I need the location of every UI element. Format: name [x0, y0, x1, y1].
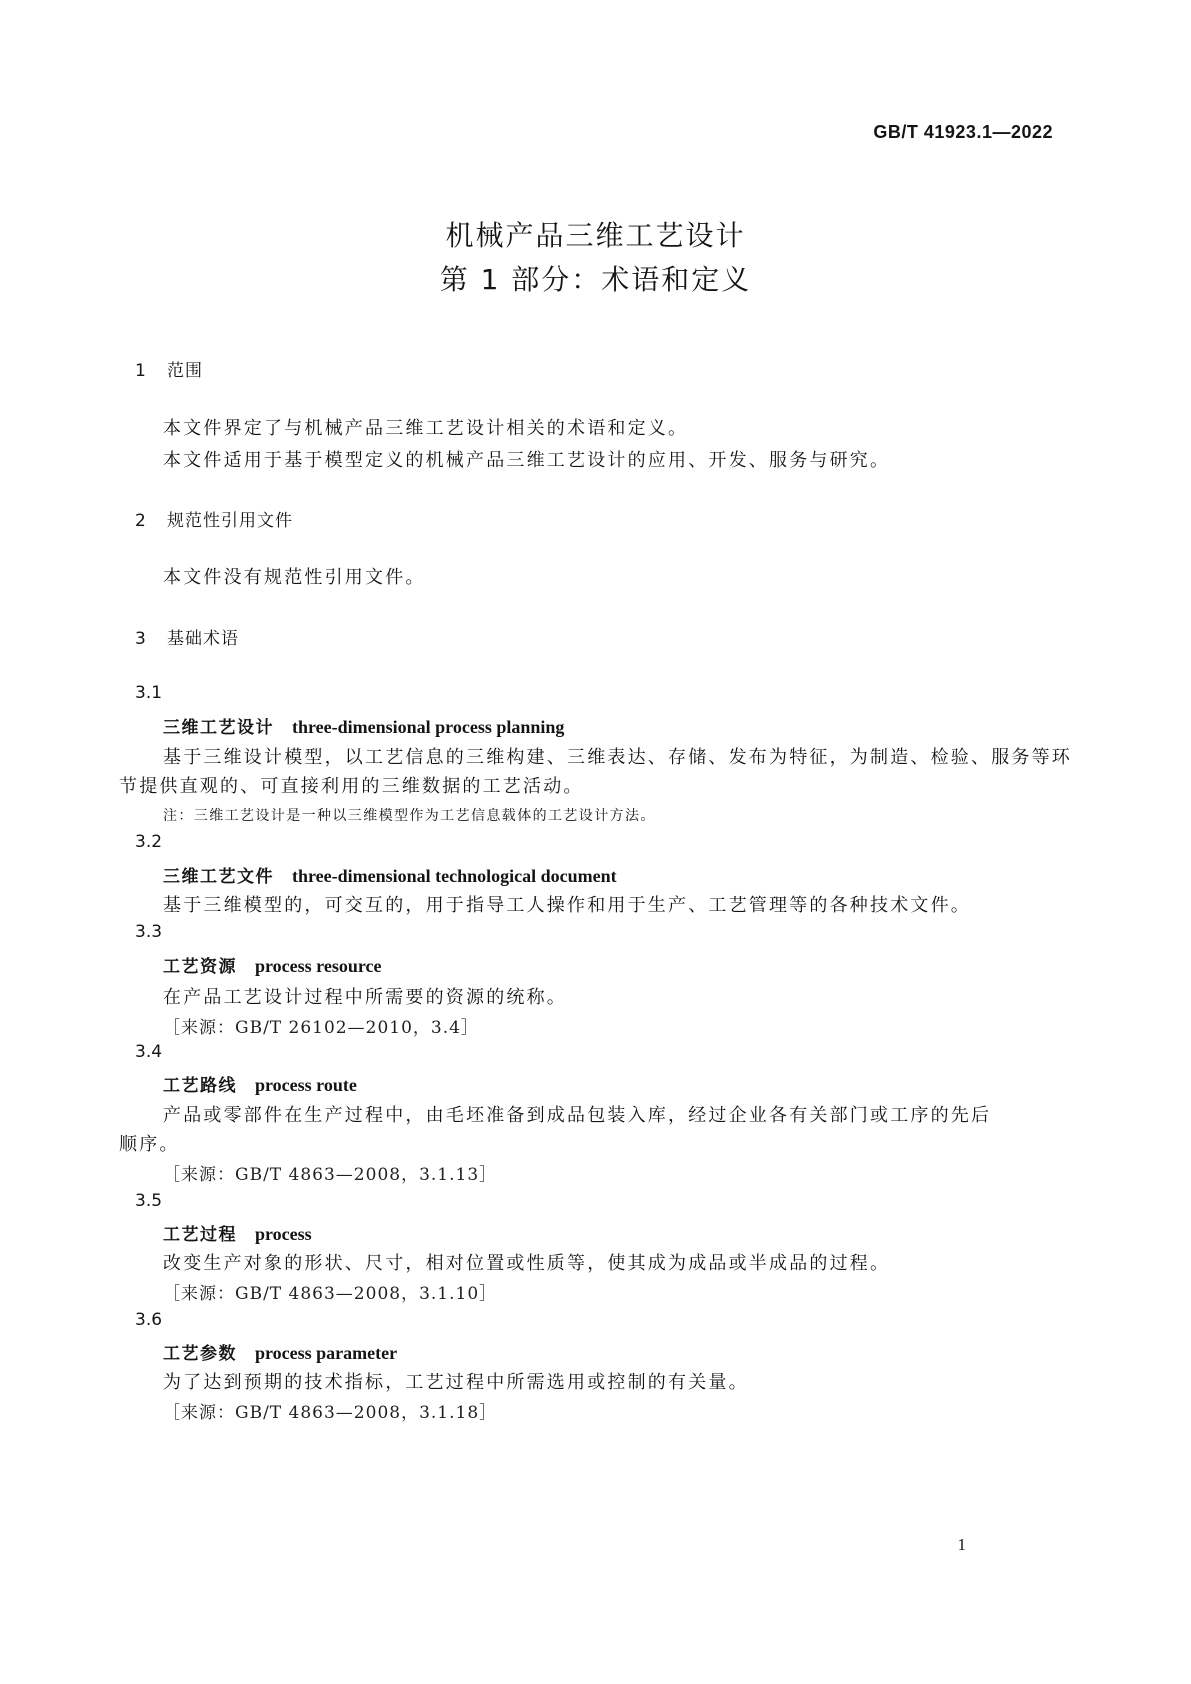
term-source: ［来源：GB/T 4863—2008，3.1.13］	[163, 1165, 498, 1185]
term-number: 3.5	[135, 1191, 163, 1211]
section-heading-basic-terms	[135, 624, 239, 649]
term-definition-line: 顺序。	[119, 1134, 180, 1155]
term-definition-line: 改变生产对象的形状、尺寸，相对位置或性质等，使其成为成品或半成品的过程。	[163, 1253, 891, 1274]
term-definition-line: 产品或零部件在生产过程中，由毛坯准备到成品包装入库，经过企业各有关部门或工序的先后	[163, 1105, 992, 1126]
term-heading	[163, 1220, 312, 1245]
term-number: 3.3	[135, 922, 163, 942]
section-number: 2	[135, 511, 147, 531]
term-english: process resource	[255, 956, 382, 976]
term-number: 3.4	[135, 1042, 163, 1062]
scope-paragraph-1: 本文件界定了与机械产品三维工艺设计相关的术语和定义。	[163, 418, 689, 439]
section-heading-normative-references	[135, 506, 293, 531]
term-chinese: 三维工艺文件	[163, 867, 274, 887]
term-heading	[163, 1339, 397, 1364]
term-chinese: 工艺参数	[163, 1344, 237, 1364]
term-definition-line: 基于三维设计模型，以工艺信息的三维构建、三维表达、存储、发布为特征，为制造、检验、服务等环	[163, 747, 1072, 768]
section-title: 规范性引用文件	[167, 511, 293, 531]
term-number: 3.2	[135, 832, 163, 852]
section-heading-scope	[135, 356, 203, 381]
term-number: 3.6	[135, 1310, 163, 1330]
normative-references-paragraph: 本文件没有规范性引用文件。	[163, 567, 426, 588]
page-number: 1	[957, 1535, 966, 1554]
scope-paragraph-2: 本文件适用于基于模型定义的机械产品三维工艺设计的应用、开发、服务与研究。	[163, 450, 891, 471]
term-chinese: 工艺资源	[163, 957, 237, 977]
document-title-line2: 第 1 部分：术语和定义	[439, 263, 752, 296]
term-heading	[163, 713, 564, 738]
term-source: ［来源：GB/T 26102—2010，3.4］	[163, 1018, 479, 1038]
term-chinese: 工艺路线	[163, 1076, 237, 1096]
term-heading	[163, 952, 381, 977]
standard-number: GB/T 41923.1—2022	[873, 122, 1053, 142]
term-definition-line: 为了达到预期的技术指标，工艺过程中所需选用或控制的有关量。	[163, 1372, 749, 1393]
term-english: three-dimensional technological document	[292, 866, 617, 886]
term-english: process parameter	[255, 1343, 398, 1363]
term-note: 注：三维工艺设计是一种以三维模型作为工艺信息载体的工艺设计方法。	[163, 808, 656, 824]
term-english: process route	[255, 1075, 357, 1095]
section-number: 1	[135, 361, 147, 381]
term-source: ［来源：GB/T 4863—2008，3.1.18］	[163, 1403, 498, 1423]
term-definition-line: 节提供直观的、可直接利用的三维数据的工艺活动。	[119, 776, 584, 797]
section-title: 范围	[167, 361, 203, 381]
term-number: 3.1	[135, 683, 163, 703]
term-heading	[163, 1071, 357, 1096]
term-source: ［来源：GB/T 4863—2008，3.1.10］	[163, 1284, 498, 1304]
term-chinese: 工艺过程	[163, 1225, 237, 1245]
term-english: three-dimensional process planning	[292, 717, 565, 737]
term-english: process	[255, 1224, 312, 1244]
document-title-line1: 机械产品三维工艺设计	[445, 219, 746, 252]
term-chinese: 三维工艺设计	[163, 718, 274, 738]
term-definition-line: 基于三维模型的，可交互的，用于指导工人操作和用于生产、工艺管理等的各种技术文件。	[163, 895, 971, 916]
term-heading	[163, 862, 617, 887]
section-number: 3	[135, 629, 147, 649]
term-definition-line: 在产品工艺设计过程中所需要的资源的统称。	[163, 987, 567, 1008]
section-title: 基础术语	[167, 629, 239, 649]
